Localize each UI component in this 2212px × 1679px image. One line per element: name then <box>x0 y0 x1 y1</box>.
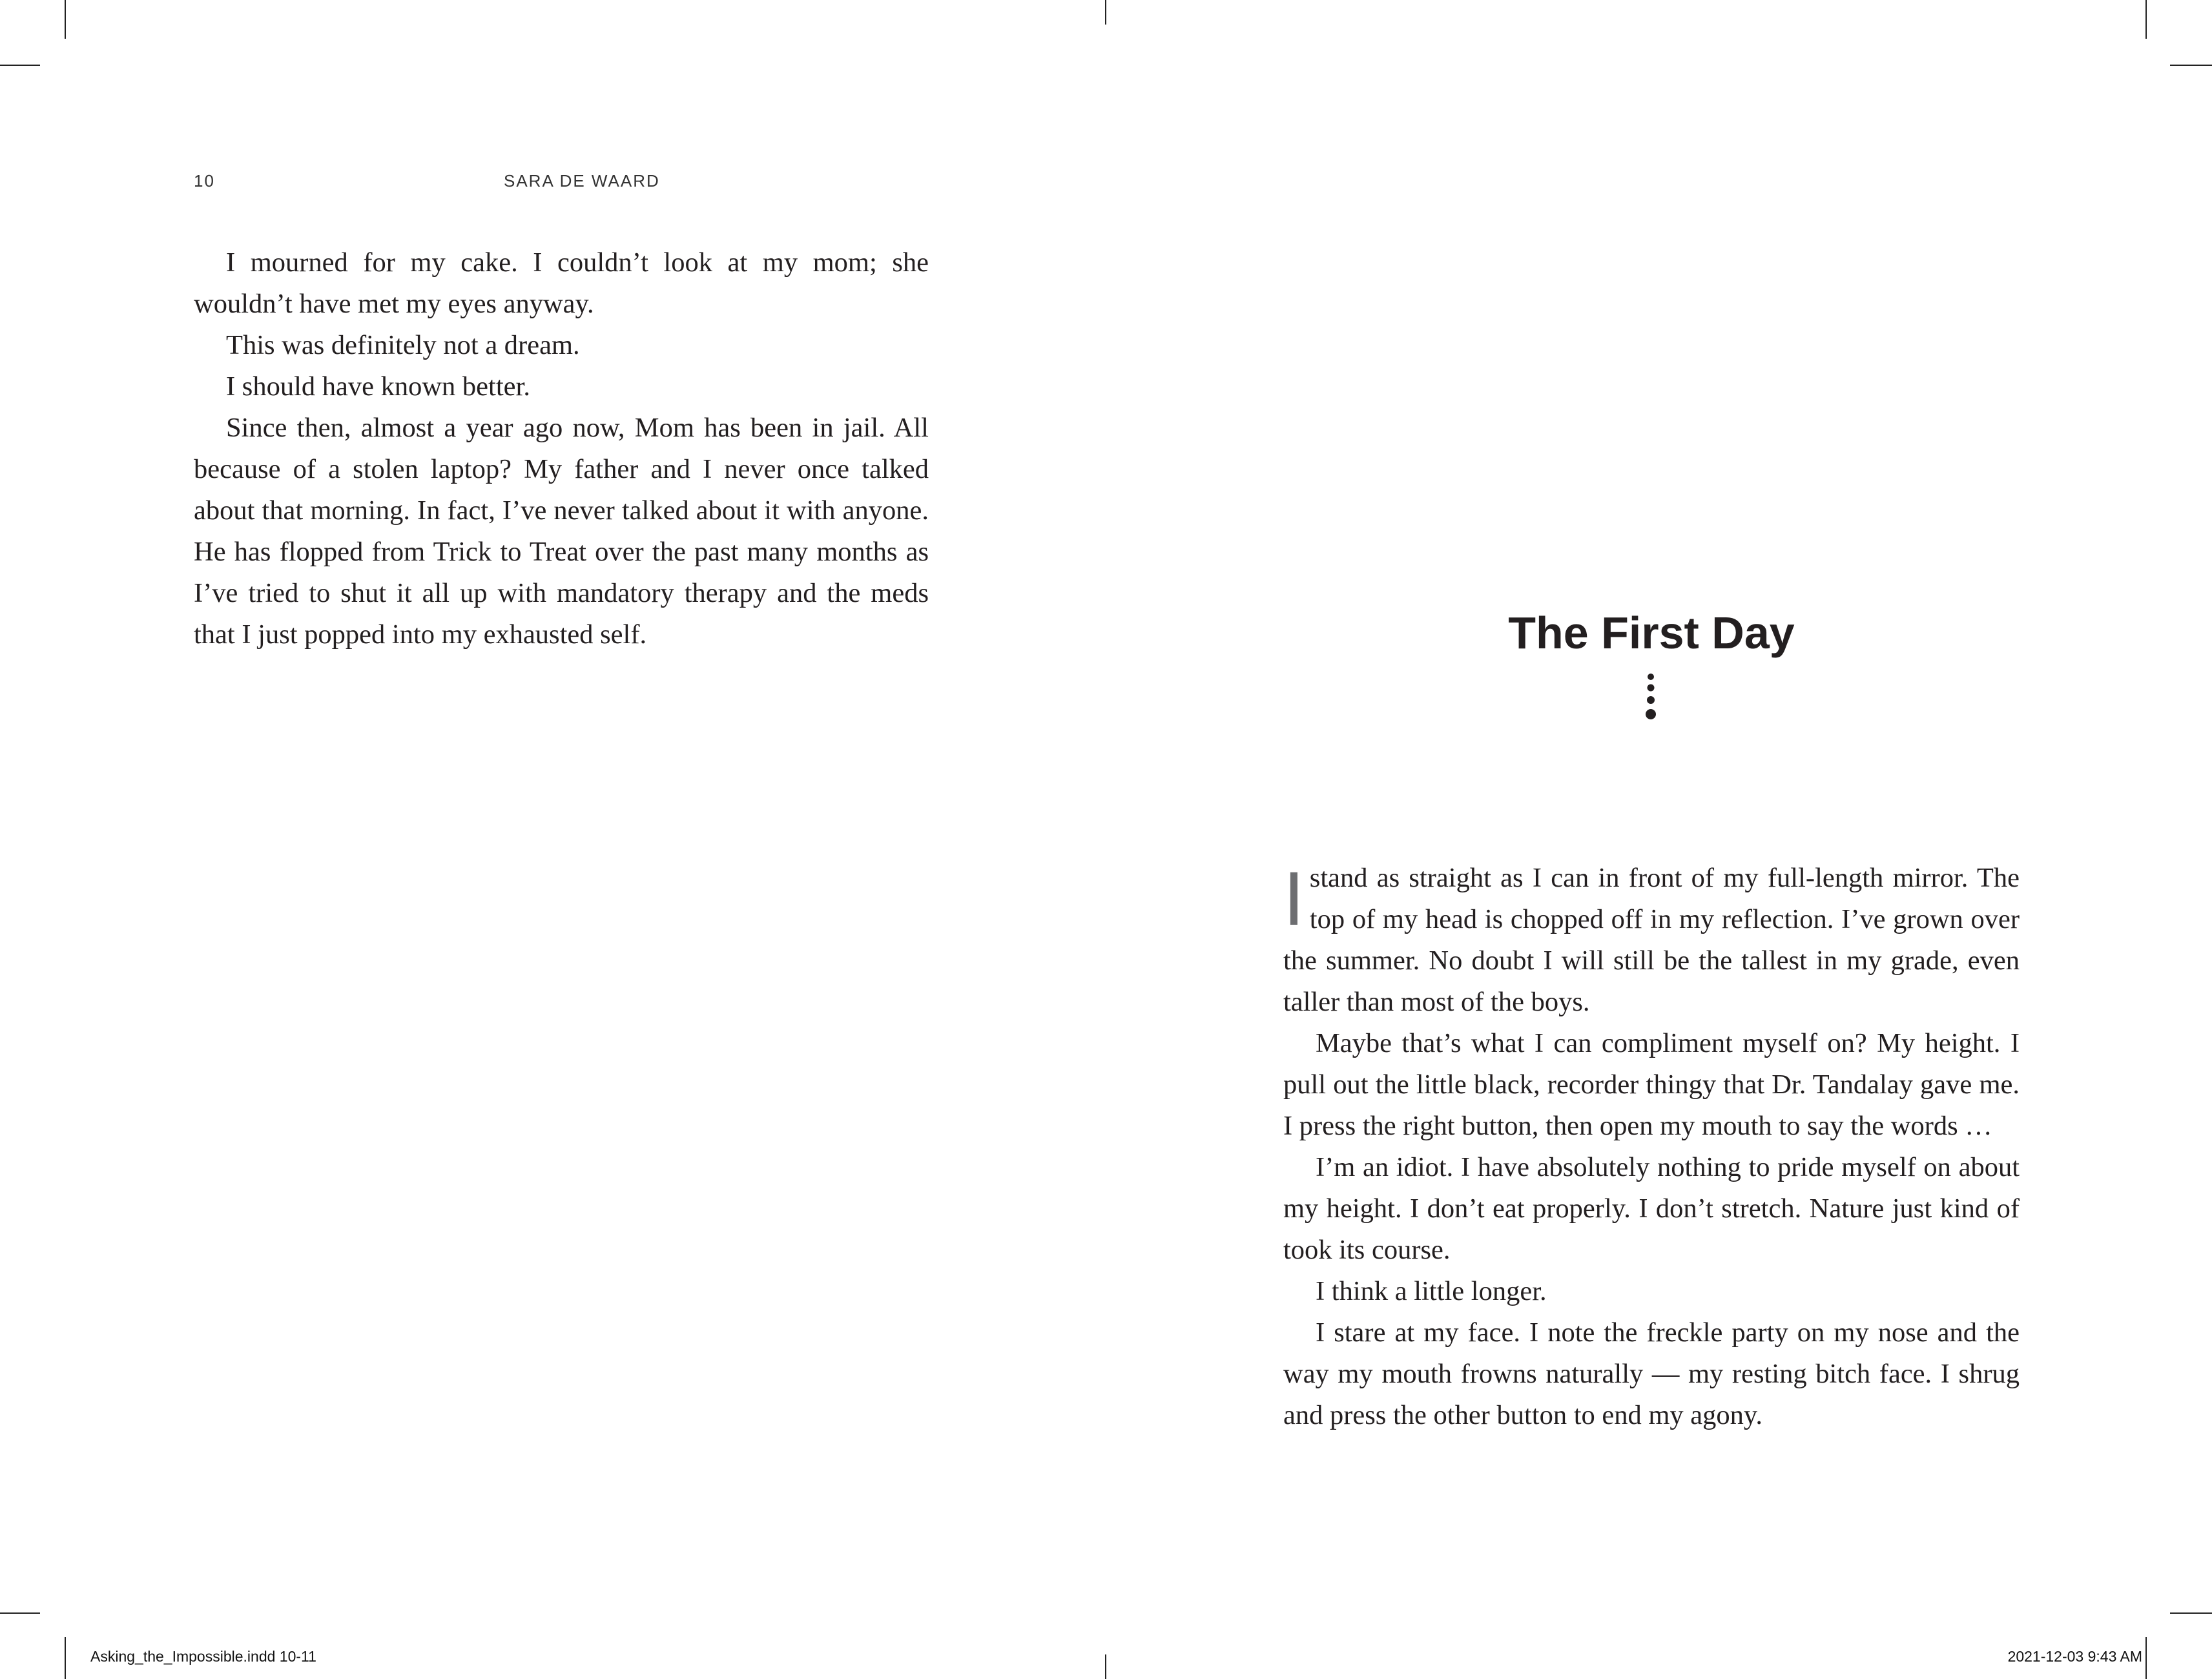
crop-mark <box>1105 1654 1106 1679</box>
paragraph: This was definitely not a dream. <box>226 330 580 360</box>
paragraph: I’m an idiot. I have absolutely nothing to pride myself on about my height. I don’t eat properly. I don’t stretch. Nature just kind of took its course. <box>1283 1152 2020 1265</box>
slug-timestamp: 2021-12-03 9:43 AM <box>2007 1648 2142 1665</box>
crop-mark <box>1105 0 1106 25</box>
paragraph: I stare at my face. I note the freckle party on my nose and the way my mouth frowns naturally — my resting bitch face. I shrug and press the other button to end my agony. <box>1283 1317 2020 1430</box>
crop-mark <box>2145 1637 2147 1679</box>
crop-mark <box>65 0 66 39</box>
crop-mark <box>2170 1612 2212 1614</box>
crop-mark <box>65 1637 66 1679</box>
running-head-author: SARA DE WAARD <box>504 171 660 191</box>
paragraph: I think a little longer. <box>1316 1276 1547 1306</box>
vertical-dots-ornament-icon <box>1641 672 1660 723</box>
paragraph: Since then, almost a year ago now, Mom has been in jail. All because of a stolen laptop? My father and I never once talked about that morning. In fact, I’ve never talked about it with anyone. He has flopped from Trick to Treat over the past many months as I’ve tried to shut it all up with mandatory therapy and the meds that I just popped into my exhausted self. <box>194 413 929 650</box>
slug-filename: Asking_the_Impossible.indd 10-11 <box>90 1648 316 1665</box>
crop-mark <box>0 1612 40 1614</box>
paragraph: I should have known better. <box>226 371 530 402</box>
page-number: 10 <box>194 171 215 191</box>
opening-paragraph-text: stand as straight as I can in front of my full-length mirror. The top of my head is chopped off in my reflection. I’ve grown over the summer. No doubt I will still be the tallest in my grade, even taller than most of the boys. <box>1283 863 2020 1017</box>
left-page-text <box>194 242 929 655</box>
paragraph: I mourned for my cake. I couldn’t look at my mom; she wouldn’t have met my eyes anyway. <box>194 247 929 319</box>
crop-mark <box>0 65 40 66</box>
crop-mark <box>2145 0 2147 39</box>
drop-cap: I <box>1283 856 1305 942</box>
crop-mark <box>2170 65 2212 66</box>
chapter-title: The First Day <box>1508 608 1795 658</box>
paragraph: Maybe that’s what I can compliment myself on? My height. I pull out the little black, recorder thingy that Dr. Tandalay gave me. I press the right button, then open my mouth to say the words … <box>1283 1028 2020 1141</box>
opening-paragraph <box>1283 858 2020 1023</box>
right-page-text <box>1283 858 2020 1436</box>
